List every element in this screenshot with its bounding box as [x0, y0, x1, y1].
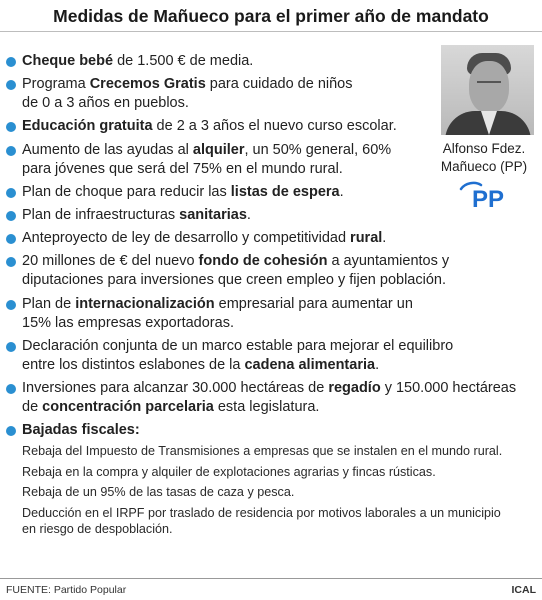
measure-line — [22, 314, 542, 333]
caption-party: Mañueco (PP) — [440, 159, 528, 174]
measure-highlight: rural — [350, 230, 383, 247]
measure-text: . — [339, 183, 344, 200]
fiscal-item: Rebaja del Impuesto de Transmisiones a empresas que se instalen en el mundo rural. — [22, 444, 503, 459]
measure-text: entre los distintos eslabones de la — [22, 356, 245, 373]
measure-item — [6, 183, 426, 202]
fiscal-item: Rebaja en la compra y alquiler de explotaciones agrarias y fincas rústicas. — [22, 464, 436, 479]
bullet-icon — [6, 234, 16, 244]
caption-name: Alfonso Fdez. — [442, 141, 526, 156]
measure-text: Programa — [22, 76, 90, 93]
measure-text: Inversiones para alcanzar 30.000 hectáreas de — [22, 379, 329, 396]
measure-text: 15% las empresas exportadoras. — [22, 314, 234, 331]
footer-divider — [0, 578, 542, 579]
measure-line — [22, 229, 426, 248]
measure-text: diputaciones para inversiones que creen empleo y fijen población. — [22, 272, 446, 289]
measure-highlight: regadío — [328, 379, 381, 396]
measure-line — [22, 337, 542, 356]
measure-text: Plan de choque para reducir las — [22, 183, 231, 200]
measure-text: Anteproyecto de ley de desarrollo y competitividad — [22, 230, 351, 247]
measure-item — [6, 75, 426, 113]
bullet-icon — [6, 122, 16, 132]
measure-highlight: fondo de cohesión — [198, 253, 328, 270]
fiscal-item: Deducción en el IRPF por traslado de residencia por motivos laborales a un municipio — [22, 505, 501, 520]
measure-text: de 0 a 3 años en pueblos. — [22, 95, 189, 112]
fiscal-item: Rebaja de un 95% de las tasas de caza y pesca. — [22, 485, 295, 500]
measure-text: Plan de infraestructuras — [22, 206, 180, 223]
measure-text: y 150.000 hectáreas — [380, 379, 517, 396]
measure-text: de 1.500 € de media. — [113, 53, 254, 69]
measure-text: de 2 a 3 años el nuevo curso escolar. — [152, 118, 397, 135]
measure-line — [22, 160, 426, 179]
measure-text: . — [375, 356, 380, 373]
measure-highlight: concentración parcelaria — [42, 398, 214, 415]
measure-line — [22, 295, 542, 314]
agency-credit: ICAL — [511, 584, 536, 596]
measure-text: esta legislatura. — [213, 398, 320, 415]
measure-highlight: Cheque bebé — [22, 53, 114, 69]
measure-text: Declaración conjunta de un marco estable para mejorar el equilibro — [22, 337, 454, 354]
measure-item — [6, 141, 426, 179]
source-note: FUENTE: Partido Popular — [6, 584, 127, 596]
measure-line — [22, 206, 426, 225]
bullet-icon — [6, 426, 16, 436]
measure-item — [6, 206, 426, 225]
measure-text: Aumento de las ayudas al — [22, 141, 193, 158]
fiscal-title: Bajadas fiscales: — [22, 422, 140, 439]
measure-highlight: Educación gratuita — [22, 118, 153, 135]
measure-highlight: listas de espera — [230, 183, 340, 200]
measure-line — [22, 117, 426, 136]
measure-text: a ayuntamientos y — [327, 253, 450, 270]
measure-text: para cuidado de niños — [205, 76, 353, 93]
measure-line — [22, 271, 542, 290]
bullet-icon — [6, 211, 16, 221]
measure-item — [6, 52, 426, 71]
measure-line — [22, 252, 542, 271]
measure-text: . — [246, 206, 251, 223]
pp-logo-text: PP — [471, 186, 505, 212]
portrait-photo — [441, 45, 534, 135]
measure-text: 20 millones de € del nuevo — [22, 253, 199, 270]
measure-text: , un 50% general, 60% — [244, 141, 392, 158]
measure-item — [6, 379, 542, 417]
measure-highlight: internacionalización — [75, 295, 215, 312]
measure-highlight: sanitarias — [179, 206, 247, 223]
measure-text: para jóvenes que será del 75% en el mundo rural. — [22, 160, 343, 177]
measure-line — [22, 94, 426, 113]
measure-highlight: alquiler — [192, 141, 245, 158]
measure-text: Plan de — [22, 295, 76, 312]
measure-line — [22, 75, 426, 94]
measure-line — [22, 141, 426, 160]
fiscal-item: en riesgo de despoblación. — [22, 522, 173, 537]
measure-item — [6, 252, 542, 290]
infographic-title: Medidas de Mañueco para el primer año de mandato — [53, 6, 489, 26]
measure-text: . — [382, 230, 387, 247]
bullet-icon — [6, 188, 16, 198]
measure-item — [6, 117, 426, 136]
measure-text: empresarial para aumentar un — [214, 295, 413, 312]
measure-text: de — [22, 398, 43, 415]
portrait-caption — [426, 140, 542, 176]
bullet-icon — [6, 80, 16, 90]
bullet-icon — [6, 342, 16, 352]
measure-item — [6, 337, 542, 375]
bullet-icon — [6, 146, 16, 156]
measure-highlight: cadena alimentaria — [244, 356, 376, 373]
bullet-icon — [6, 257, 16, 267]
measure-line — [22, 356, 542, 375]
fiscal-section — [6, 421, 542, 538]
pp-logo-icon — [455, 180, 521, 212]
measure-line — [22, 52, 426, 71]
bullet-icon — [6, 300, 16, 310]
measure-highlight: Crecemos Gratis — [89, 76, 206, 93]
measure-line — [22, 398, 542, 417]
measure-line — [22, 183, 426, 202]
measure-item — [6, 295, 542, 333]
measure-line — [22, 379, 542, 398]
fiscal-list — [22, 443, 542, 538]
bullet-icon — [6, 384, 16, 394]
bullet-icon — [6, 57, 16, 67]
title-divider — [0, 31, 542, 32]
measure-item — [6, 229, 426, 248]
